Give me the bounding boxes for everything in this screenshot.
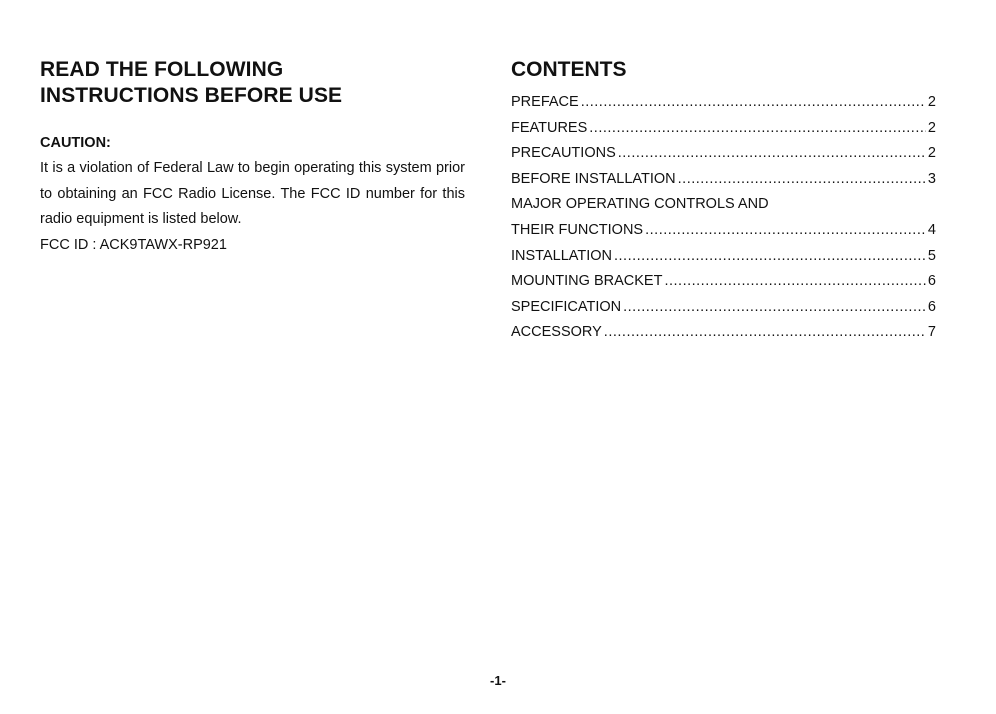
toc-item — [511, 116, 936, 142]
toc-item-title: MAJOR OPERATING CONTROLS AND — [511, 196, 769, 213]
toc-item-page: 6 — [927, 273, 936, 290]
instructions-title-line1: READ THE FOLLOWING — [40, 58, 284, 81]
toc-dot-leader — [581, 90, 926, 116]
toc-item — [511, 244, 936, 270]
toc-dot-leader — [604, 320, 926, 346]
table-of-contents — [511, 90, 936, 346]
caution-text: It is a violation of Federal Law to begin operating this system prior to obtaining an FCC Radio License. The FCC ID number for this radio equipment is listed below. — [40, 160, 465, 227]
contents-section — [511, 57, 936, 346]
toc-dot-leader — [614, 244, 926, 270]
toc-item-title: FEATURES — [511, 119, 588, 136]
toc-item — [511, 269, 936, 295]
page-number: -1- — [490, 673, 506, 688]
toc-item — [511, 295, 936, 321]
toc-dot-leader — [664, 269, 925, 295]
toc-dot-leader — [589, 116, 926, 142]
instructions-title-line2: INSTRUCTIONS BEFORE USE — [40, 84, 343, 107]
toc-item-title: SPECIFICATION — [511, 298, 622, 315]
toc-item-title: PRECAUTIONS — [511, 145, 616, 162]
toc-item-title: MOUNTING BRACKET — [511, 273, 663, 290]
toc-dot-leader — [618, 141, 926, 167]
toc-dot-leader — [623, 295, 926, 321]
toc-item-title: BEFORE INSTALLATION — [511, 170, 676, 187]
toc-item — [511, 218, 936, 244]
caution-heading: CAUTION: — [40, 135, 111, 151]
toc-item-title: THEIR FUNCTIONS — [511, 221, 644, 238]
toc-item-page: 7 — [927, 324, 936, 341]
toc-dot-leader — [645, 218, 926, 244]
toc-item-page: 2 — [927, 94, 936, 110]
toc-item-page: 2 — [927, 119, 936, 136]
toc-item-title: ACCESSORY — [511, 324, 602, 341]
toc-item-page: 5 — [927, 247, 936, 264]
toc-item — [511, 167, 936, 193]
toc-dot-leader — [678, 167, 926, 193]
toc-item — [511, 192, 936, 218]
fcc-id: FCC ID : ACK9TAWX-RP921 — [40, 236, 227, 253]
toc-item-title: PREFACE — [511, 94, 579, 110]
toc-item-page: 3 — [927, 170, 936, 187]
toc-item-page: 6 — [927, 298, 936, 315]
toc-item — [511, 141, 936, 167]
contents-title: CONTENTS — [511, 58, 627, 81]
toc-item-page: 2 — [927, 145, 936, 162]
toc-item — [511, 90, 936, 116]
toc-item-page: 4 — [927, 221, 936, 238]
instructions-section — [40, 57, 465, 258]
toc-item — [511, 320, 936, 346]
instructions-title — [40, 57, 465, 109]
toc-item-title: INSTALLATION — [511, 247, 612, 264]
